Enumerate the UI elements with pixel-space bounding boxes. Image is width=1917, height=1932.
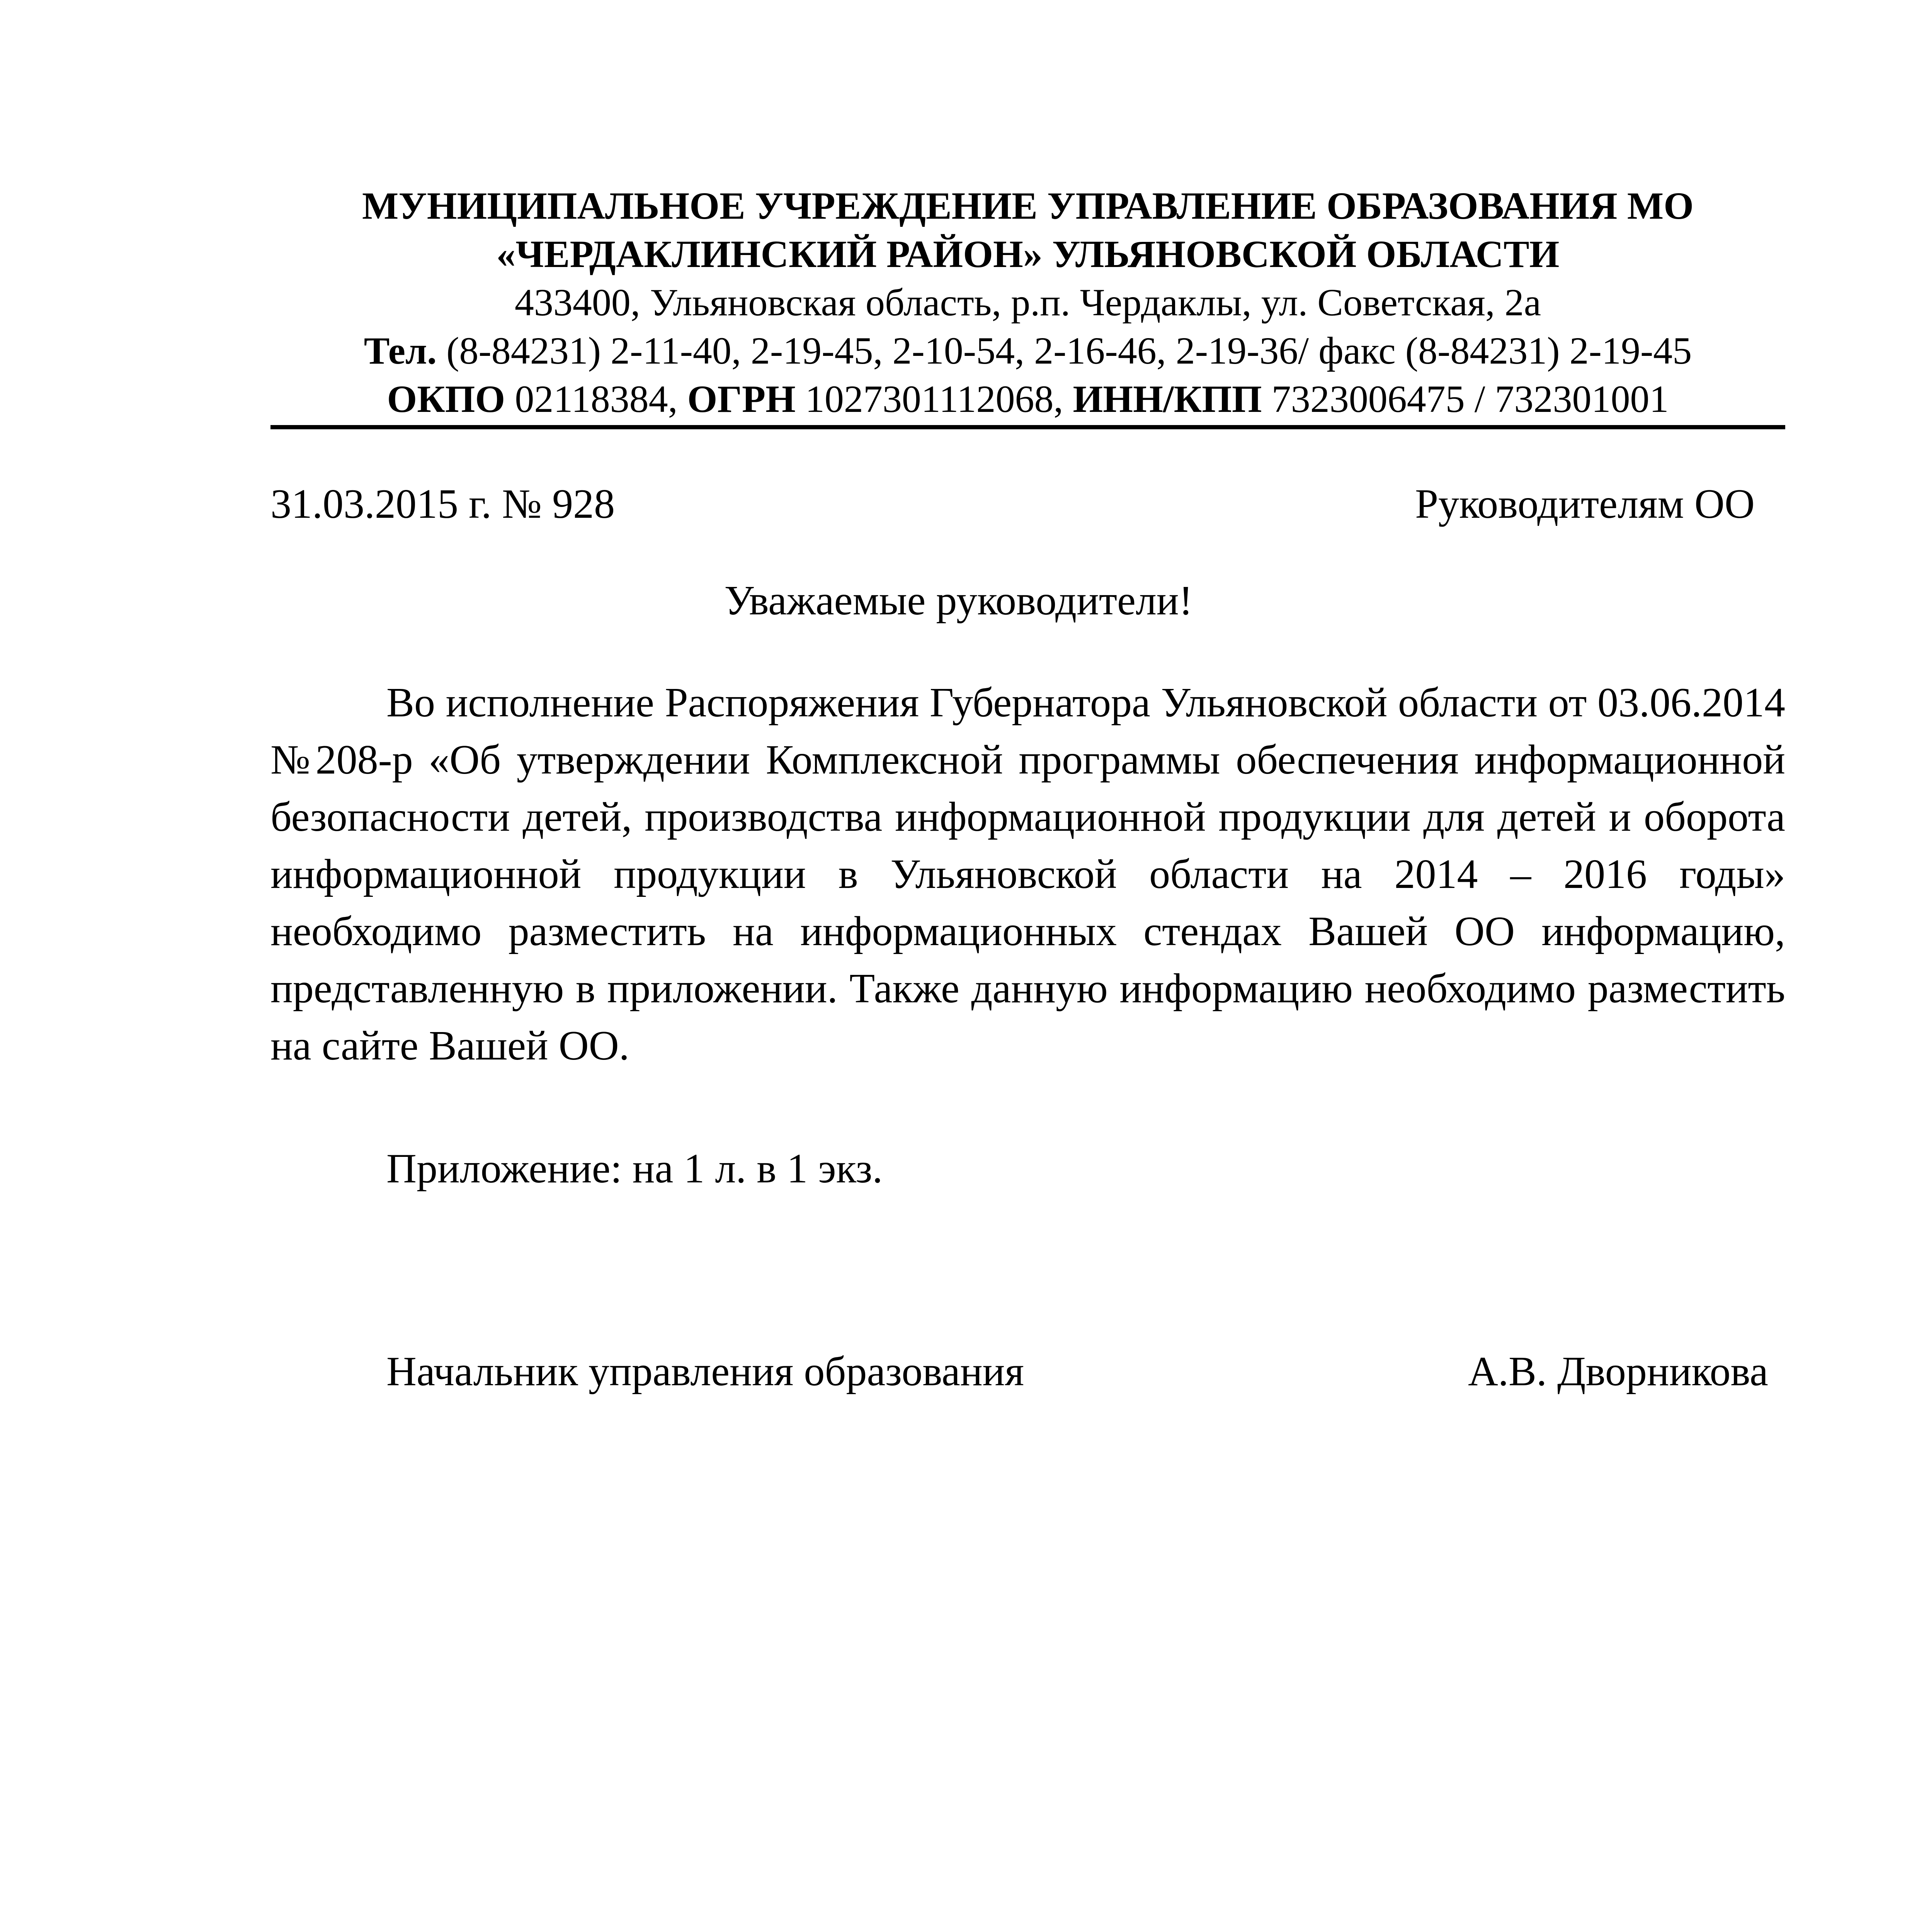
organization-name-line-2: «ЧЕРДАКЛИНСКИЙ РАЙОН» УЛЬЯНОВСКОЙ ОБЛАСТИ <box>496 233 1560 276</box>
organization-name-line-1: МУНИЦИПАЛЬНОЕ УЧРЕЖДЕНИЕ УПРАВЛЕНИЕ ОБРАЗОВАНИЯ МО <box>362 184 1694 227</box>
signatory-name: А.В. Дворникова <box>1468 1349 1768 1395</box>
inn-kpp-value: 7323006475 / 732301001 <box>1262 378 1669 420</box>
ogrn-value: 1027301112068, <box>795 378 1073 420</box>
letterhead <box>270 182 1785 423</box>
letterhead-divider <box>270 425 1785 429</box>
organization-registration-codes <box>270 375 1785 423</box>
phone-label: Тел. <box>364 329 437 372</box>
letter-attachment: Приложение: на 1 л. в 1 экз. <box>386 1146 883 1192</box>
letter-addressee: Руководителям ОО <box>1415 481 1755 527</box>
letter-greeting: Уважаемые руководители! <box>724 578 1193 624</box>
letter-body: Во исполнение Распоряжения Губернатора Ульяновской области от 03.06.2014 №208-р «Об утверждении Комплексной программы обеспечения информационной безопасности детей, производства информационной продукции для детей и оборота информационной продукции в Ульяновской области на 2014 – 2016 годы» необходимо разместить на информационных стендах Вашей ОО информацию, представленную в приложении. Также данную информацию необходимо разместить на сайте Вашей ОО. <box>270 680 1785 1069</box>
letter-date-number: 31.03.2015 г. № 928 <box>270 481 615 527</box>
okpo-label: ОКПО <box>387 378 505 420</box>
organization-phones <box>270 327 1785 375</box>
inn-kpp-label: ИНН/КПП <box>1073 378 1262 420</box>
signatory-title: Начальник управления образования <box>386 1349 1024 1395</box>
ogrn-label: ОГРН <box>687 378 796 420</box>
organization-address: 433400, Ульяновская область, р.п. Чердаклы, ул. Советская, 2а <box>514 281 1541 324</box>
okpo-value: 02118384, <box>505 378 687 420</box>
phone-value: (8-84231) 2-11-40, 2-19-45, 2-10-54, 2-16-46, 2-19-36/ факс (8-84231) 2-19-45 <box>437 329 1692 372</box>
